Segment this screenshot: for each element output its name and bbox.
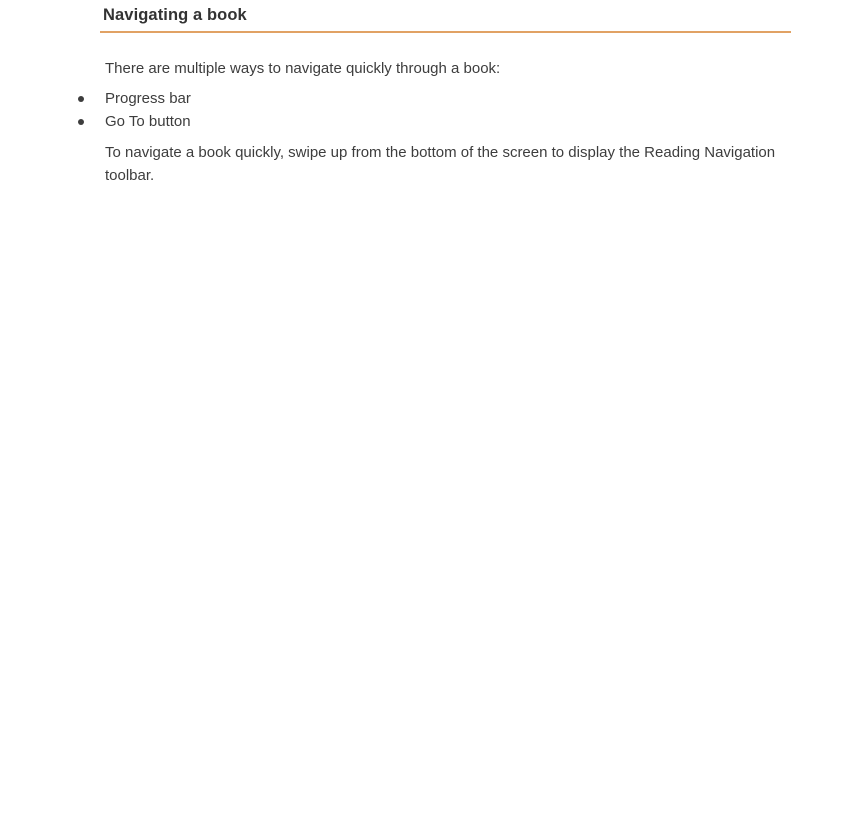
list-item [78,87,788,110]
list-item [78,110,788,133]
section-heading: Navigating a book [100,0,791,33]
bullet-list [78,87,788,133]
intro-paragraph: There are multiple ways to navigate quickly through a book: [105,60,501,77]
bullet-icon [78,119,84,125]
list-item-label: Progress bar [105,90,191,107]
body-paragraph: To navigate a book quickly, swipe up from the bottom of the screen to display the Reading Navigation toolbar. [105,144,776,184]
bullet-icon [78,96,84,102]
list-item-label: Go To button [105,113,191,130]
